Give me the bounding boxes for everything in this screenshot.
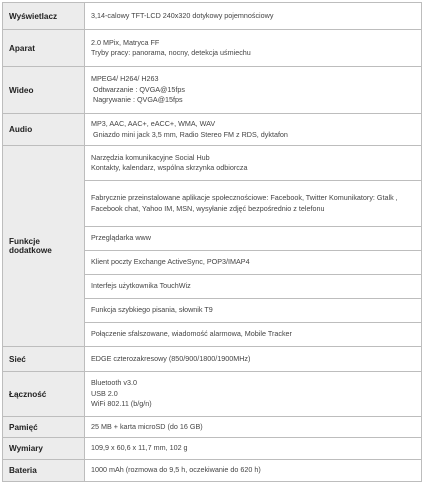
value-line: Funkcja szybkiego pisania, słownik T9	[91, 305, 213, 315]
row-value	[85, 417, 422, 438]
feature-cell	[85, 227, 422, 251]
row-label	[3, 146, 85, 347]
spec-row-camera	[3, 30, 422, 67]
value-line: 2.0 MPix, Matryca FF	[91, 37, 160, 47]
value-line: Odtwarzanie : QVGA@15fps	[91, 84, 185, 94]
row-label: Pamięć	[3, 417, 85, 438]
row-label: Wyświetlacz	[3, 3, 85, 30]
spec-row-network	[3, 347, 422, 372]
row-value	[85, 114, 422, 146]
row-value	[85, 347, 422, 372]
value-line: Klient poczty Exchange ActiveSync, POP3/IMAP4	[91, 257, 250, 267]
spec-row-extra-features	[3, 146, 422, 181]
value-line: 1000 mAh (rozmowa do 9,5 h, oczekiwanie do 620 h)	[91, 465, 261, 475]
value-line: Interfejs użytkownika TouchWiz	[91, 281, 191, 291]
feature-cell	[85, 275, 422, 299]
row-label: Wideo	[3, 67, 85, 114]
value-line: Gniazdo mini jack 3,5 mm, Radio Stereo FM z RDS, dyktafon	[91, 129, 288, 139]
value-line: Narzędzia komunikacyjne Social Hub	[91, 152, 210, 162]
spec-row-display	[3, 3, 422, 30]
value-line: Nagrywanie : QVGA@15fps	[91, 95, 183, 105]
row-label: Aparat	[3, 30, 85, 67]
value-line: EDGE czterozakresowy (850/900/1800/1900MHz)	[91, 353, 251, 363]
value-line: Tryby pracy: panorama, nocny, detekcja uśmiechu	[91, 48, 251, 57]
row-label: Bateria	[3, 460, 85, 482]
value-line: Bluetooth v3.0	[91, 378, 137, 388]
feature-cell	[85, 299, 422, 323]
value-line: 3,14-calowy TFT-LCD 240x320 dotykowy pojemnościowy	[91, 10, 274, 20]
feature-cell	[85, 146, 422, 181]
value-line: 109,9 x 60,6 x 11,7 mm, 102 g	[91, 443, 188, 453]
spec-row-video	[3, 67, 422, 114]
feature-cell	[85, 323, 422, 347]
value-line: Przeglądarka www	[91, 233, 151, 243]
row-value	[85, 372, 422, 417]
row-value	[85, 67, 422, 114]
value-line: MP3, AAC, AAC+, eACC+, WMA, WAV	[91, 119, 216, 128]
spec-row-audio	[3, 114, 422, 146]
feature-cell	[85, 181, 422, 227]
row-label: Wymiary	[3, 438, 85, 460]
value-line: MPEG4/ H264/ H263	[91, 74, 159, 84]
row-label-text: Funkcje dodatkowe	[9, 237, 52, 255]
spec-row-dimensions	[3, 438, 422, 460]
row-value	[85, 3, 422, 30]
row-value	[85, 460, 422, 482]
row-label: Sieć	[3, 347, 85, 372]
value-line: Połączenie sfalszowane, wiadomość alarmowa, Mobile Tracker	[91, 329, 292, 339]
spec-row-connectivity	[3, 372, 422, 417]
value-line: Kontakty, kalendarz, wspólna skrzynka odbiorcza	[91, 163, 248, 172]
feature-cell	[85, 251, 422, 275]
row-label: Audio	[3, 114, 85, 146]
value-line: USB 2.0	[91, 388, 118, 398]
value-line: Fabrycznie przeinstalowane aplikacje społecznościowe: Facebook, Twitter Komunikatory: Gtalk , Facebook chat, Yahoo IM, MSN, wysyłanie zdjęć bezpośrednio z telefonu	[91, 193, 398, 213]
specification-table	[2, 2, 422, 482]
spec-row-memory	[3, 417, 422, 438]
value-line: 25 MB + karta microSD (do 16 GB)	[91, 421, 203, 431]
row-label: Łączność	[3, 372, 85, 417]
spec-row-battery	[3, 460, 422, 482]
value-line: WiFi 802.11 (b/g/n)	[91, 399, 152, 409]
row-value	[85, 30, 422, 67]
row-value	[85, 438, 422, 460]
